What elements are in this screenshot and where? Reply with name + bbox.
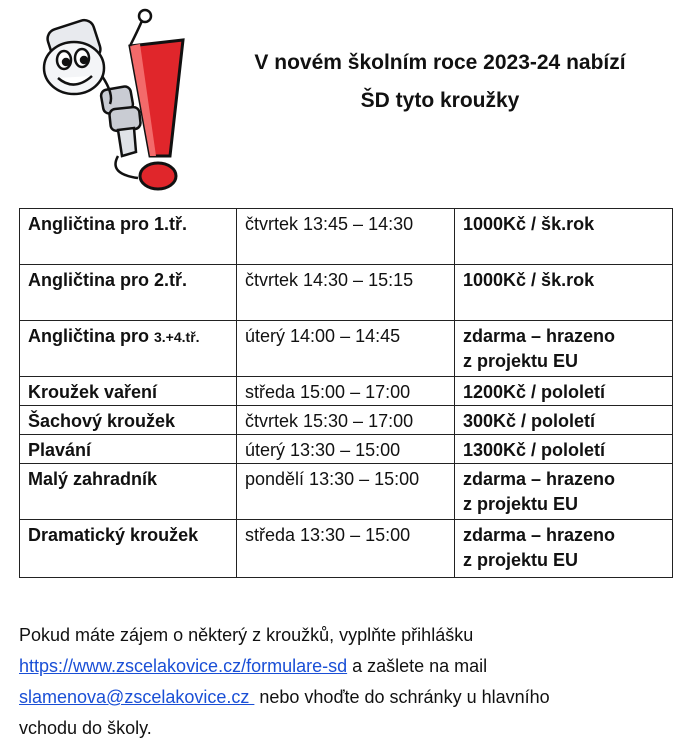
table-row <box>20 435 673 464</box>
mascot-pencil-exclamation-icon <box>18 6 208 196</box>
footer-text: nebo vhoďte do schránky u hlavního <box>254 687 550 707</box>
course-time: čtvrtek 15:30 – 17:00 <box>237 406 455 435</box>
pencil-character-icon <box>44 10 151 178</box>
price-line: 1000Kč / šk.rok <box>463 214 595 234</box>
table-row <box>20 520 673 578</box>
registration-form-link[interactable]: https://www.zscelakovice.cz/formulare-sd <box>19 656 348 676</box>
table-row <box>20 265 673 321</box>
courses-table <box>19 208 673 578</box>
footer-line-3 <box>19 682 679 713</box>
price-line: zdarma – hrazeno <box>463 469 616 489</box>
footer-line-2 <box>19 651 679 682</box>
course-name-grade: 3.+4.tř. <box>154 329 200 345</box>
footer-line-4: vchodu do školy. <box>19 718 152 738</box>
price-line: 1200Kč / pololetí <box>463 382 606 402</box>
price-line: zdarma – hrazeno <box>463 326 616 346</box>
title-line-2: ŠD tyto kroužky <box>360 89 520 112</box>
price-line: 1000Kč / šk.rok <box>463 270 595 290</box>
course-name: Kroužek vaření <box>20 377 237 406</box>
course-name: Šachový kroužek <box>20 406 237 435</box>
table-row <box>20 209 673 265</box>
course-time: čtvrtek 14:30 – 15:15 <box>237 265 455 321</box>
course-name: Malý zahradník <box>20 464 237 520</box>
course-name: Angličtina pro 2.tř. <box>20 265 237 321</box>
title-line-1: V novém školním roce 2023-24 nabízí <box>254 51 626 74</box>
course-time: čtvrtek 13:45 – 14:30 <box>237 209 455 265</box>
course-time: úterý 14:00 – 14:45 <box>237 321 455 377</box>
course-name <box>20 321 237 377</box>
table-row <box>20 464 673 520</box>
course-price <box>455 209 673 265</box>
table-row <box>20 321 673 377</box>
course-time: středa 15:00 – 17:00 <box>237 377 455 406</box>
footer-text: a zašlete na mail <box>347 656 488 676</box>
price-line: 1300Kč / pololetí <box>463 440 606 460</box>
course-name: Dramatický kroužek <box>20 520 237 578</box>
course-price <box>455 520 673 578</box>
price-line: 300Kč / pololetí <box>463 411 596 431</box>
course-time: středa 13:30 – 15:00 <box>237 520 455 578</box>
price-line: zdarma – hrazeno <box>463 525 616 545</box>
course-price <box>455 464 673 520</box>
course-time: úterý 13:30 – 15:00 <box>237 435 455 464</box>
price-line: z projektu EU <box>463 550 579 570</box>
course-price <box>455 321 673 377</box>
price-line: z projektu EU <box>463 351 579 371</box>
page-title <box>205 44 675 120</box>
course-name: Angličtina pro 1.tř. <box>20 209 237 265</box>
table-row <box>20 377 673 406</box>
footer-note <box>19 620 679 744</box>
course-price <box>455 265 673 321</box>
course-name: Plavání <box>20 435 237 464</box>
course-price <box>455 406 673 435</box>
course-price <box>455 435 673 464</box>
table-row <box>20 406 673 435</box>
course-price <box>455 377 673 406</box>
course-time: pondělí 13:30 – 15:00 <box>237 464 455 520</box>
price-line: z projektu EU <box>463 494 579 514</box>
email-link[interactable]: slamenova@zscelakovice.cz <box>19 687 255 707</box>
footer-line-1: Pokud máte zájem o některý z kroužků, vyplňte přihlášku <box>19 625 474 645</box>
course-name-main: Angličtina pro <box>28 326 154 346</box>
